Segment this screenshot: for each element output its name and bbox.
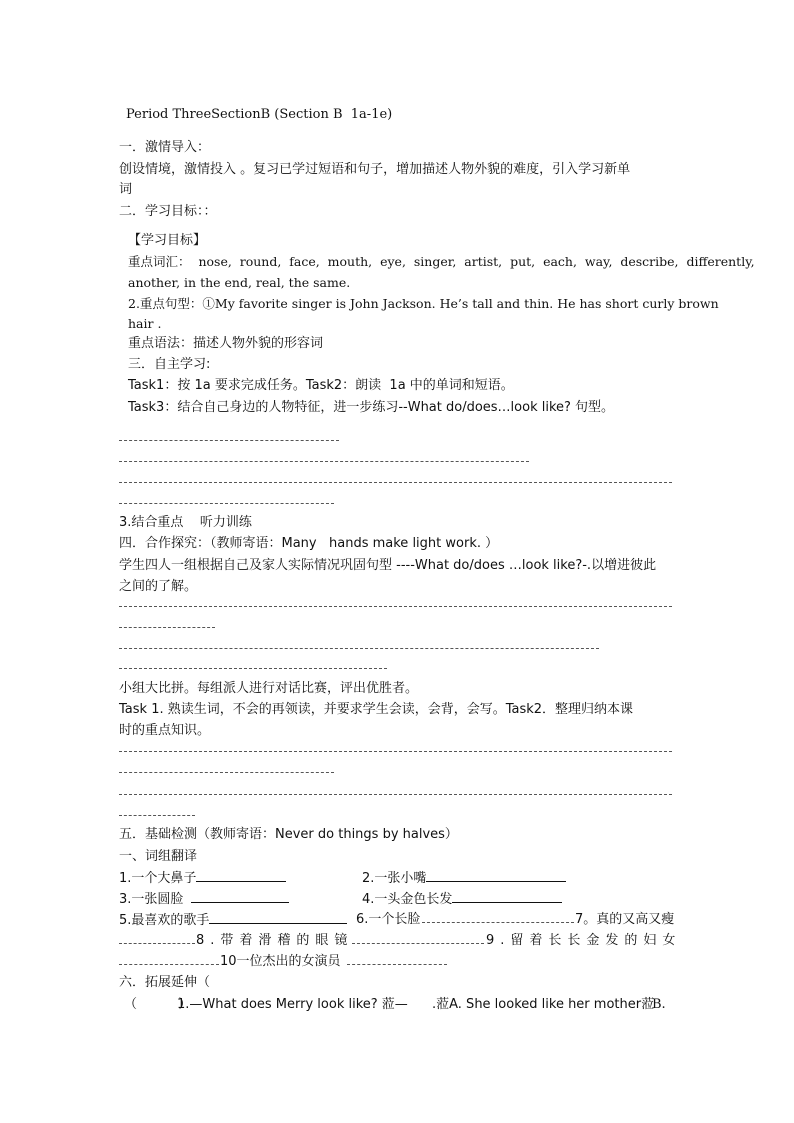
question-9: 9.留着长长金发的妇女 (486, 933, 682, 948)
question-6 (356, 911, 420, 929)
answer-blank[interactable] (426, 869, 566, 882)
task-line: 时的重点知识。 (119, 723, 211, 738)
answer-blank[interactable] (191, 890, 289, 903)
question-1-label: 1.一个大鼻子 (119, 871, 197, 886)
question-4 (362, 890, 562, 909)
answer-blank[interactable] (209, 911, 347, 924)
section-2-heading: 二．学习目标：： (119, 204, 217, 219)
grammar-line: 重点语法：描述人物外貌的形容词 (128, 336, 324, 351)
question-5 (119, 911, 347, 930)
section-3-heading: 三．自主学习: (128, 357, 211, 372)
question-3-label: 3.一张圆脸 (119, 892, 184, 907)
task-line: Task 1. 熟读生词，不会的再领读，并要求学生会读，会背，会写。Task2．整理归纳本课 (119, 702, 634, 717)
answer-line (119, 606, 672, 607)
question-2-label: 2.一张小嘴 (362, 871, 427, 886)
answer-line (119, 503, 334, 504)
section-6-heading: 六．拓展延伸（ (119, 975, 211, 990)
answer-line (119, 482, 672, 483)
answer-line (347, 964, 447, 965)
section-4-line: 学生四人一组根据自己及家人实际情况巩固句型 ----What do/does …look like?-.以增进彼此 (119, 558, 657, 573)
question-10: 10一位杰出的女演员 (220, 954, 341, 969)
question-7-label: 7。真的又高又瘦 (575, 912, 675, 927)
question-3 (119, 890, 289, 909)
listening-line: 3.结合重点 听力训练 (119, 515, 252, 530)
section-1-line: 词 (119, 182, 133, 197)
answer-line (119, 648, 599, 649)
vocab-line: another, in the end, real, the same. (128, 275, 351, 290)
section-4-line: 之间的了解。 (119, 579, 198, 594)
question-1 (119, 869, 286, 888)
pattern-line: hair . (128, 316, 162, 331)
question-7 (575, 911, 674, 929)
answer-line (119, 440, 339, 441)
question-4-label: 4.一头金色长发 (362, 892, 453, 907)
answer-line (119, 461, 529, 462)
question-5-label: 5.最喜欢的歌手 (119, 913, 210, 928)
choice-question-paren[interactable]: （ ） (124, 997, 192, 1012)
answer-line (352, 943, 484, 944)
answer-line (119, 794, 672, 795)
answer-line (119, 815, 195, 816)
question-8: 8.带着滑稽的眼镜 (196, 933, 354, 948)
answer-line (119, 772, 334, 773)
question-6-label: 6.一个长脸 (356, 912, 421, 927)
answer-line (119, 668, 387, 669)
answer-blank[interactable] (452, 890, 562, 903)
task-line: Task1：按 1a 要求完成任务。Task2：朗读 1a 中的单词和短语。 (128, 378, 514, 393)
objectives-title: 【学习目标】 (128, 233, 207, 248)
question-2 (362, 869, 566, 888)
answer-line (119, 751, 672, 752)
answer-line (119, 964, 219, 965)
section-4-heading: 四．合作探究：（教师寄语：Many hands make light work. ） (119, 536, 499, 551)
choice-option-b: B. (652, 997, 666, 1012)
section-5-sub: 一、词组翻译 (119, 849, 198, 864)
choice-option-a: .蒞A. She looked like her mother蒞 (432, 997, 655, 1012)
vocab-line: 重点词汇： nose, round, face, mouth, eye, singer, artist, put, each, way, describe, differently, (128, 254, 755, 269)
section-1-heading: 一．激情导入： (119, 140, 211, 155)
answer-line (422, 922, 574, 923)
task-line: Task3：结合自己身边的人物特征，进一步练习--What do/does…look like? 句型。 (128, 400, 615, 415)
contest-line: 小组大比拼。每组派人进行对话比赛，评出优胜者。 (119, 681, 419, 696)
page-title: Period ThreeSectionB (Section B 1a-1e) (126, 107, 393, 122)
section-5-heading: 五．基础检测（教师寄语：Never do things by halves） (119, 827, 458, 842)
answer-line (119, 627, 215, 628)
answer-blank[interactable] (196, 869, 286, 882)
section-1-line: 创设情境，激情投入 。复习已学过短语和句子，增加描述人物外貌的难度，引入学习新单 (119, 162, 631, 177)
pattern-line: 2.重点句型：①My favorite singer is John Jackson. He’s tall and thin. He has short curly brown (128, 296, 719, 311)
choice-question-text: 1.—What does Merry look like? 蒞— (177, 997, 408, 1012)
answer-line (119, 943, 195, 944)
